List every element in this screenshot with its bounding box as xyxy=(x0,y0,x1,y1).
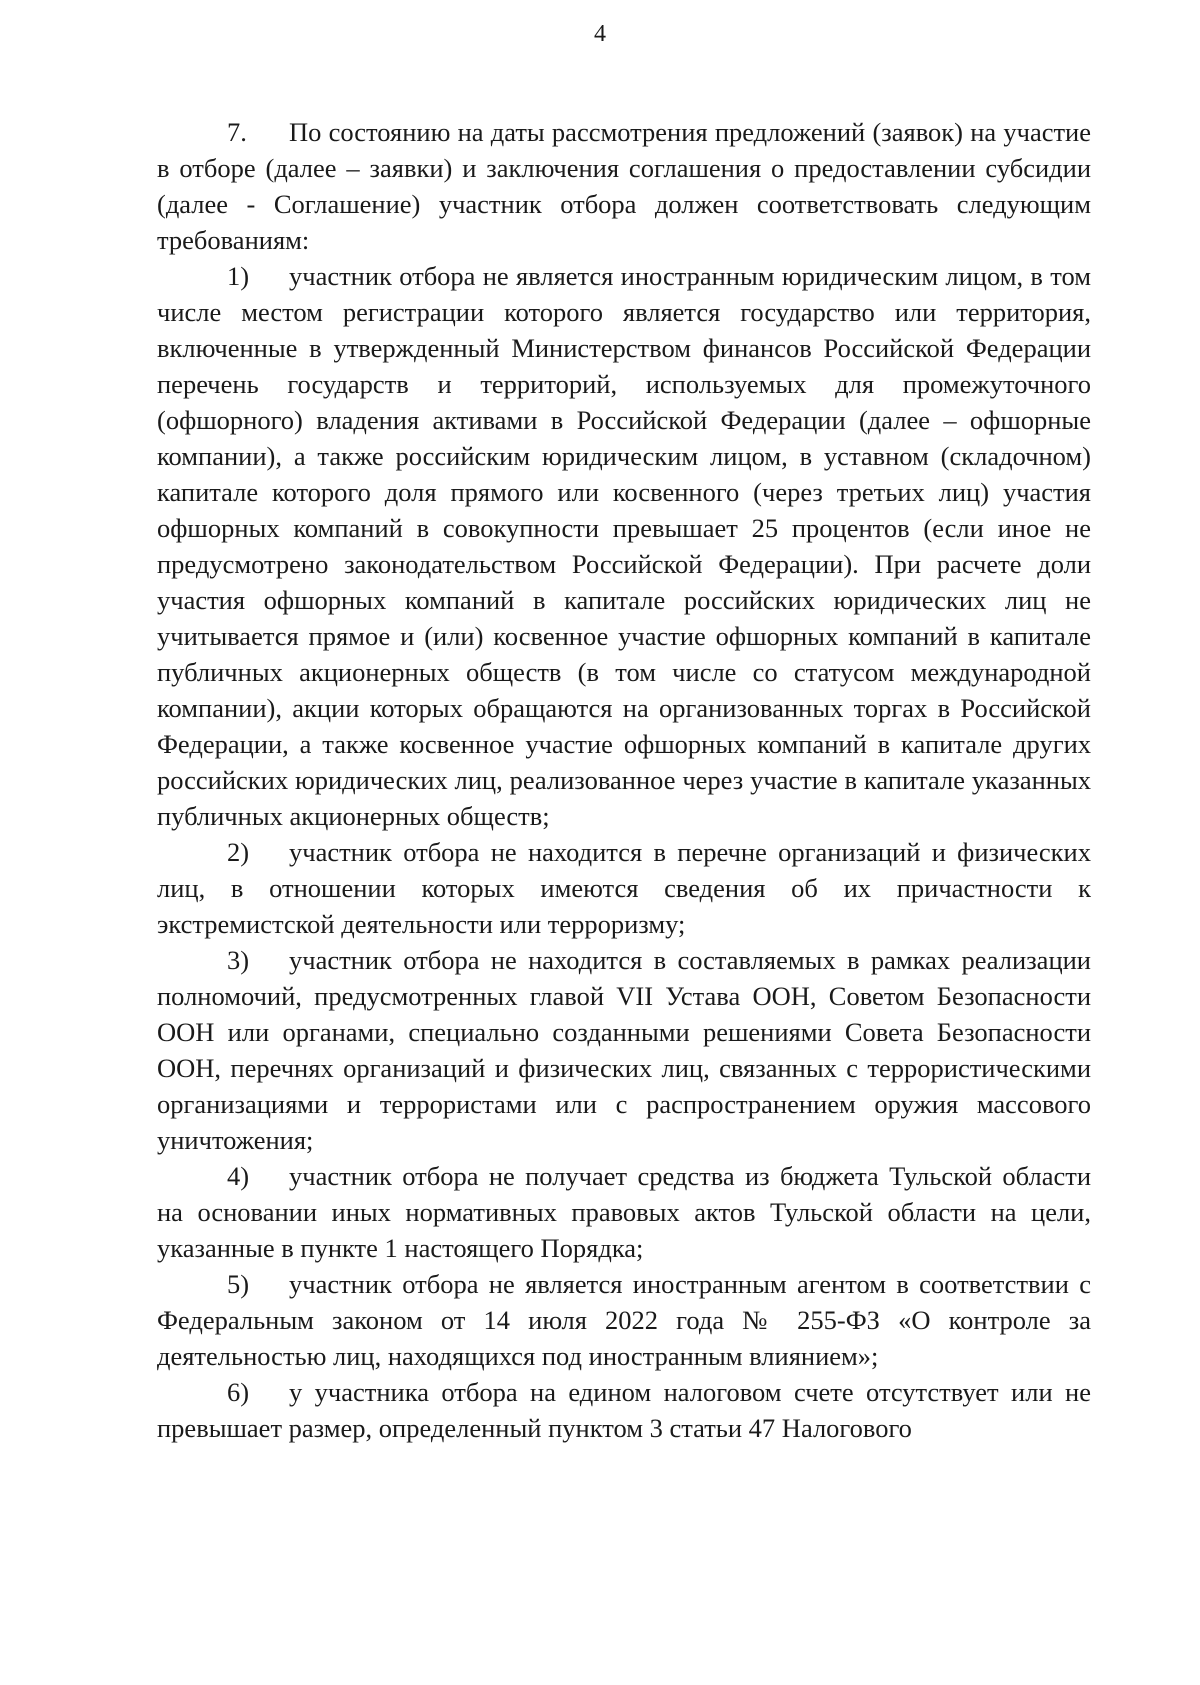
list-item-number: 5) xyxy=(227,1269,250,1299)
list-item-text: участник отбора не находится в перечне организаций и физических лиц, в отношении которых имеются сведения об их причастности к экстремистской деятельности или терроризму; xyxy=(157,837,1091,939)
list-item-1 xyxy=(157,258,1091,834)
list-item-5 xyxy=(157,1266,1091,1374)
list-item-number: 3) xyxy=(227,945,250,975)
list-item-3 xyxy=(157,942,1091,1158)
list-item-number: 1) xyxy=(227,261,250,291)
list-item-text: участник отбора не находится в составляемых в рамках реализации полномочий, предусмотренных главой VII Устава ООН, Советом Безопасности ООН или органами, специально созданными решениями Совета Безопасности ООН, перечнях организаций и физических лиц, связанных с террористическими организациями и террористами или с распространением оружия массового уничтожения; xyxy=(157,945,1091,1155)
list-item-6 xyxy=(157,1374,1091,1446)
paragraph-number: 7. xyxy=(227,117,247,147)
list-item-number: 4) xyxy=(227,1161,250,1191)
page-number: 4 xyxy=(594,21,606,47)
paragraph-7 xyxy=(157,114,1091,258)
list-item-number: 2) xyxy=(227,837,250,867)
document-body xyxy=(157,114,1091,1446)
list-item-text: участник отбора не является иностранным юридическим лицом, в том числе местом регистрации которого является государство или территория, включенные в утвержденный Министерством финансов Российской Федерации перечень государств и территорий, используемых для промежуточного (офшорного) владения активами в Российской Федерации (далее – офшорные компании), а также российским юридическим лицом, в уставном (складочном) капитале которого доля прямого или косвенного (через третьих лиц) участия офшорных компаний в совокупности превышает 25 процентов (если иное не предусмотрено законодательством Российской Федерации). При расчете доли участия офшорных компаний в капитале российских юридических лиц не учитывается прямое и (или) косвенное участие офшорных компаний в капитале публичных акционерных обществ (в том числе со статусом международной компании), акции которых обращаются на организованных торгах в Российской Федерации, а также косвенное участие офшорных компаний в капитале других российских юридических лиц, реализованное через участие в капитале указанных публичных акционерных обществ; xyxy=(157,261,1091,831)
list-item-2 xyxy=(157,834,1091,942)
list-item-text: участник отбора не является иностранным агентом в соответствии с Федеральным законом от 14 июля 2022 года № 255-ФЗ «О контроле за деятельностью лиц, находящихся под иностранным влиянием»; xyxy=(157,1269,1091,1371)
paragraph-text: По состоянию на даты рассмотрения предложений (заявок) на участие в отборе (далее – заявки) и заключения соглашения о предоставлении субсидии (далее - Соглашение) участник отбора должен соответствовать следующим требованиям: xyxy=(157,117,1091,255)
list-item-text: у участника отбора на едином налоговом счете отсутствует или не превышает размер, определенный пунктом 3 статьи 47 Налогового xyxy=(157,1377,1091,1443)
list-item-text: участник отбора не получает средства из бюджета Тульской области на основании иных нормативных правовых актов Тульской области на цели, указанные в пункте 1 настоящего Порядка; xyxy=(157,1161,1091,1263)
list-item-number: 6) xyxy=(227,1377,250,1407)
list-item-4 xyxy=(157,1158,1091,1266)
